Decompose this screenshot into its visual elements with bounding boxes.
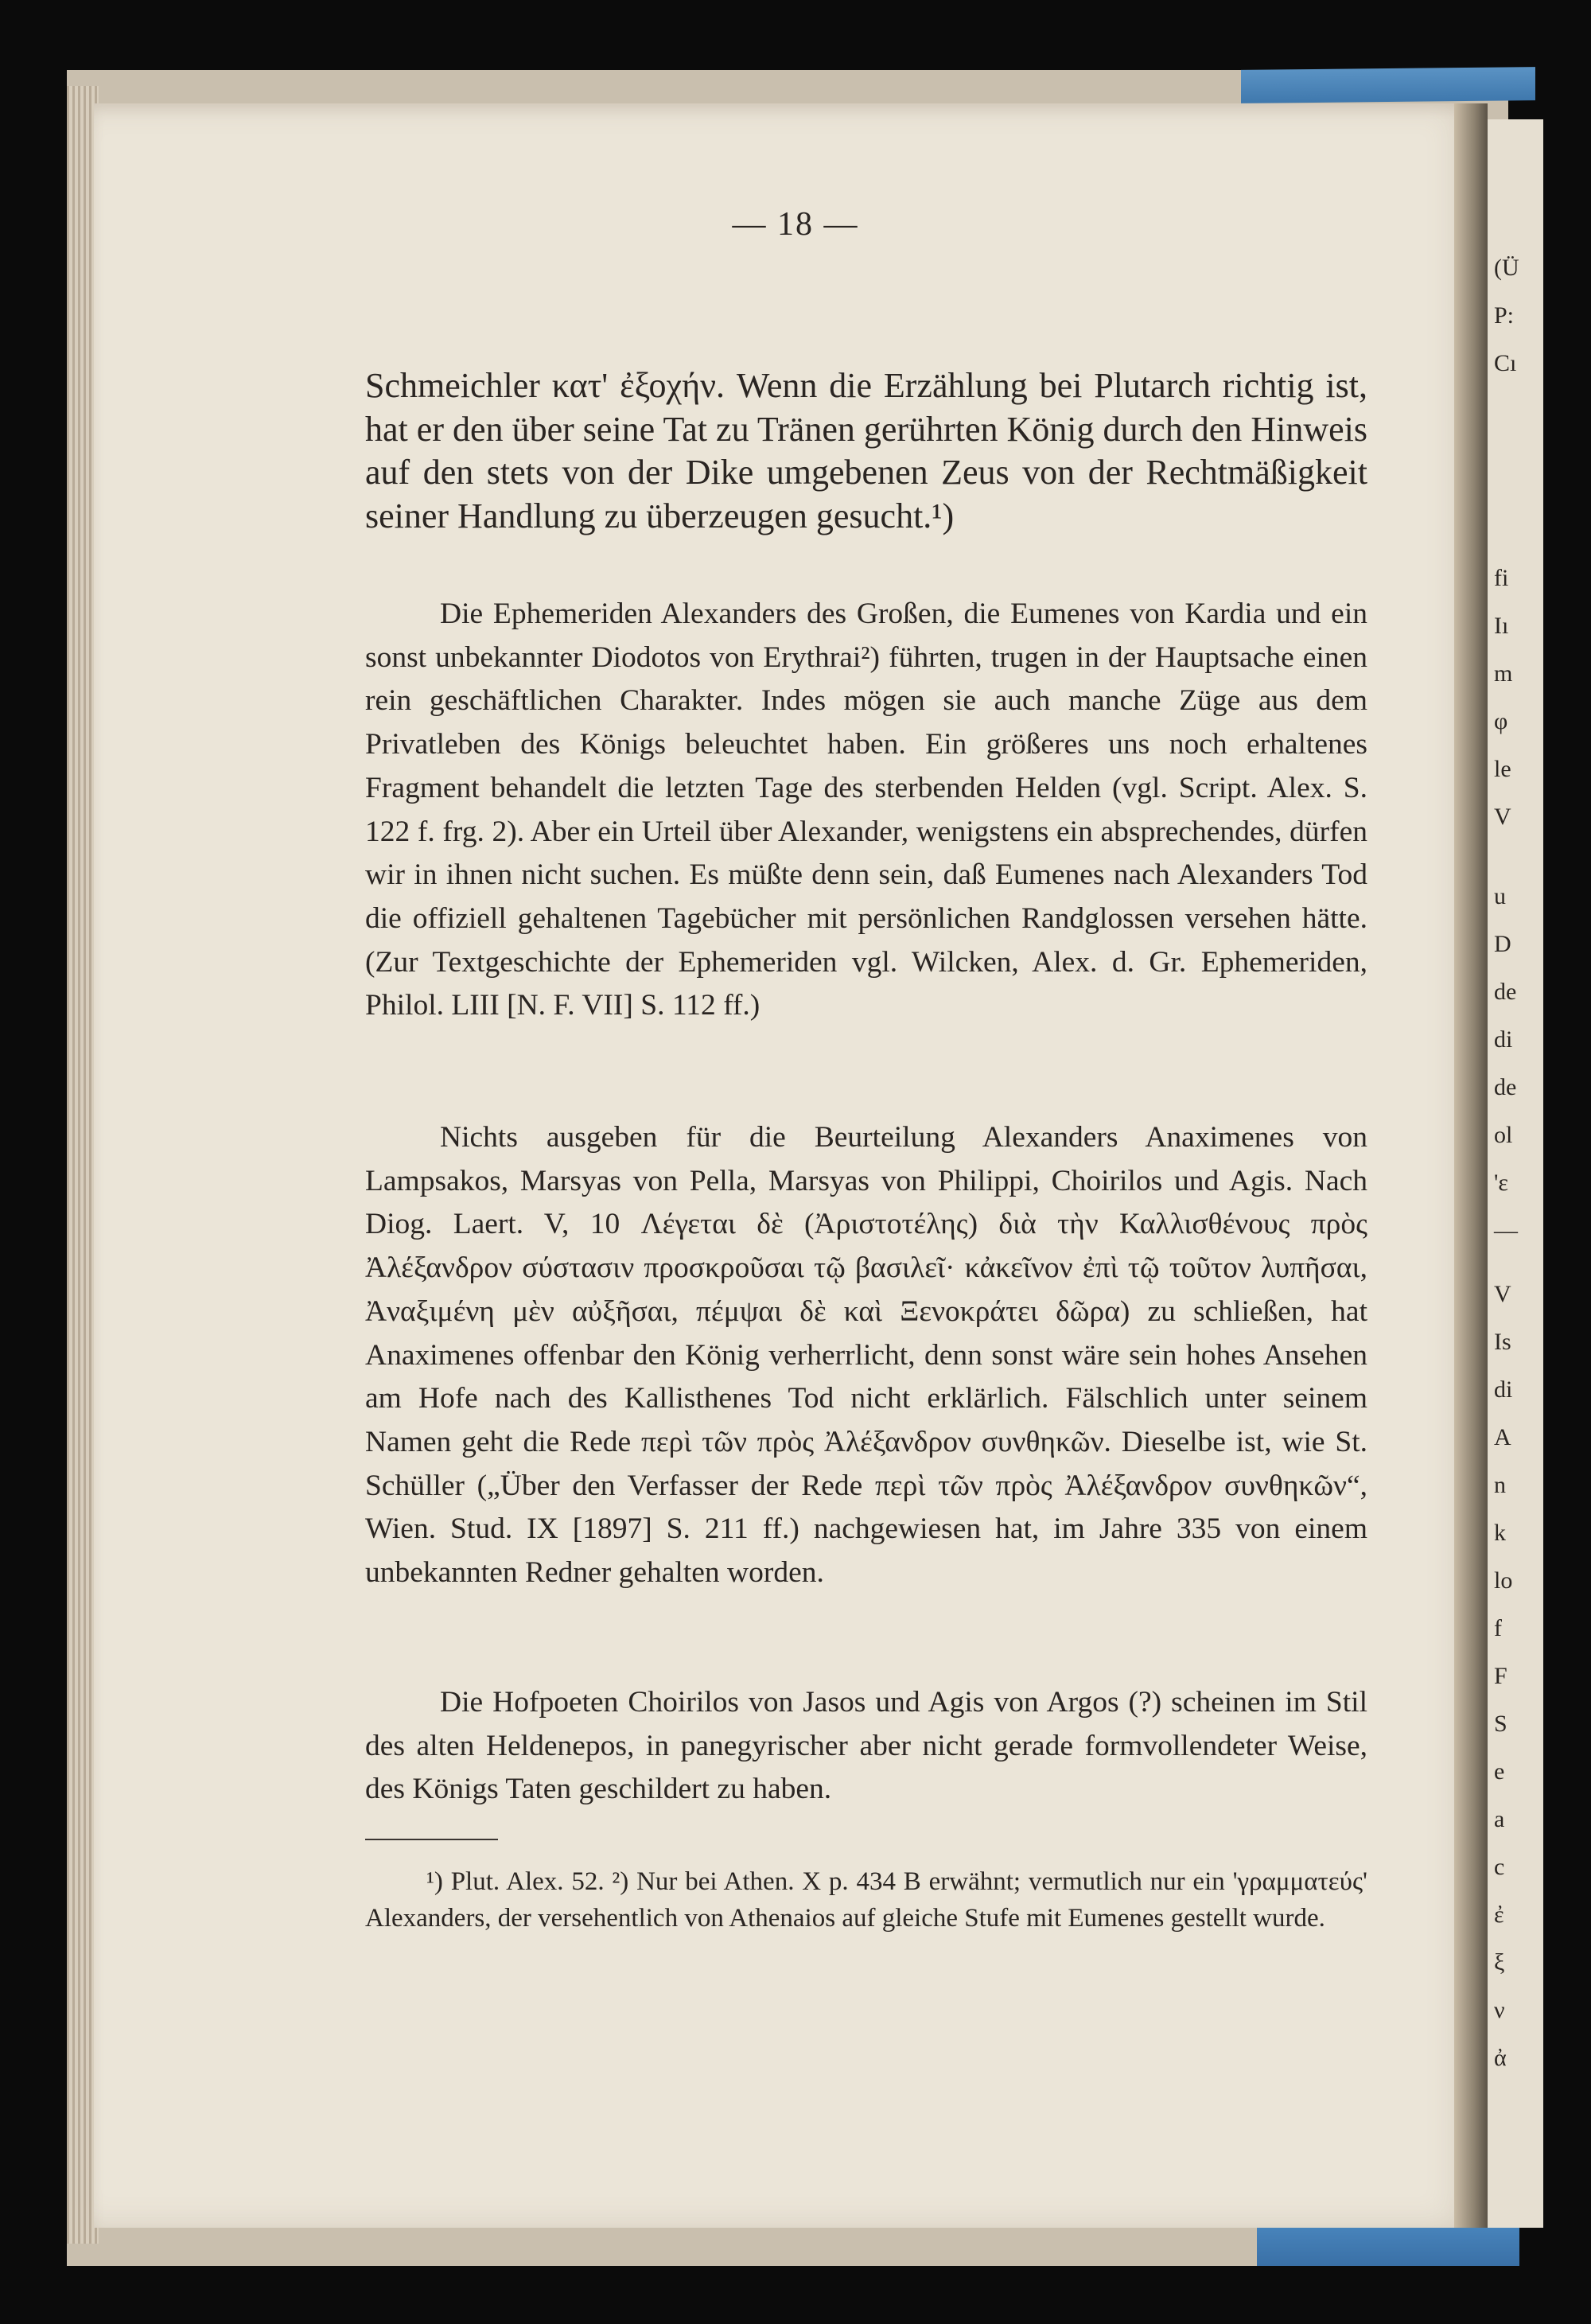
facing-page-fragment: de — [1494, 1074, 1517, 1100]
facing-page-fragment: ἐ — [1494, 1902, 1504, 1928]
facing-page-fragment: lo — [1494, 1567, 1513, 1594]
cover-edge-top — [1241, 67, 1535, 103]
facing-page-fragment: S — [1494, 1711, 1507, 1737]
paragraph-1: Schmeichler κατ' ἐξοχήν. Wenn die Erzählung bei Plutarch richtig ist, hat er den über seine Tat zu Tränen gerührten König durch den Hinweis auf den stets von der Dike umgebenen Zeus von der Rechtmäßigkeit seiner Handlung zu überzeugen gesucht.¹) — [365, 366, 1367, 535]
facing-page-fragment: le — [1494, 756, 1511, 782]
facing-page-fragment: 'ε — [1494, 1170, 1509, 1196]
facing-page-fragment: k — [1494, 1520, 1506, 1546]
facing-page-fragment: de — [1494, 979, 1517, 1005]
facing-page-fragment: c — [1494, 1854, 1505, 1880]
facing-page-fragment: V — [1494, 1281, 1511, 1307]
facing-page-fragment: D — [1494, 931, 1511, 957]
page-number: — 18 — — [732, 206, 859, 243]
facing-page-fragment: m — [1494, 660, 1513, 687]
facing-page-fragment: ἀ — [1494, 2045, 1507, 2071]
facing-page-fragment: fi — [1494, 565, 1509, 591]
facing-page-fragment: ξ — [1494, 1949, 1505, 1976]
facing-page-fragment: a — [1494, 1806, 1505, 1832]
facing-page-fragment: f — [1494, 1615, 1502, 1641]
facing-page-fragment: A — [1494, 1424, 1511, 1450]
facing-page-fragment: n — [1494, 1472, 1506, 1498]
paragraph-2-block — [365, 593, 1367, 1028]
background-edge — [1543, 80, 1591, 2275]
paragraph-4: Die Hofpoeten Choirilos von Jasos und Agis von Argos (?) scheinen im Stil des alten Heldenepos, in panegyrischer aber nicht gerade formvollendeter Weise, des Königs Taten geschildert zu haben. — [365, 1686, 1367, 1806]
facing-page-fragment: Cı — [1494, 350, 1517, 376]
facing-page-fragment: ν — [1494, 1997, 1505, 2023]
facing-page-fragment: V — [1494, 804, 1511, 830]
facing-page-fragment: u — [1494, 883, 1506, 909]
paragraph-4-block — [365, 1681, 1367, 1812]
facing-page-fragment: ol — [1494, 1122, 1513, 1148]
facing-page-fragment: di — [1494, 1026, 1513, 1053]
facing-page-fragment: e — [1494, 1758, 1505, 1785]
facing-page-fragment: Iı — [1494, 613, 1509, 639]
facing-page-fragment: φ — [1494, 708, 1508, 734]
facing-page-fragment: Is — [1494, 1329, 1511, 1355]
paragraph-3: Nichts ausgeben für die Beurteilung Alexanders Anaximenes von Lampsakos, Marsyas von Pella, Marsyas von Philippi, Choirilos und Agis. Nach Diog. Laert. V, 10 Λέγεται δὲ (Ἀριστοτέλης) διὰ τὴν Καλλισθένους πρὸς Ἀλέξανδρον σύστασιν προσκροῦσαι τῷ βασιλεῖ· κἀκεῖνον ἐπὶ τῷ τοῦτον λυπῆσαι, Ἀναξιμένη μὲν αὐξῆσαι, πέμψαι δὲ καὶ Ξενοκράτει δῶρα) zu schließen, hat Anaximenes offenbar den König verherrlicht, denn sonst wäre sein hohes Ansehen am Hofe nach des Kallisthenes Tod nicht erklärlich. Fälschlich unter seinem Namen geht die Rede περὶ τῶν πρὸς Ἀλέξανδρον συνθηκῶν. Dieselbe ist, wie St. Schüller („Über den Verfasser der Rede περὶ τῶν πρὸς Ἀλέξανδρον συνθηκῶν“, Wien. Stud. IX [1897] S. 211 ff.) nachgewiesen hat, im Jahre 335 von einem unbekannten Redner gehalten worden. — [365, 1121, 1367, 1590]
paragraph-1-block — [365, 364, 1367, 538]
footnote-text: ¹) Plut. Alex. 52. ²) Nur bei Athen. X p. 434 B erwähnt; vermutlich nur ein 'γραμματεύς' Alexanders, der versehentlich von Athenaios auf gleiche Stufe mit Eumenes gestellt wurde. — [365, 1867, 1367, 1933]
paragraph-2: Die Ephemeriden Alexanders des Großen, die Eumenes von Kardia und ein sonst unbekannter Diodotos von Erythrai²) führten, trugen in der Hauptsache einen rein geschäftlichen Charakter. Indes mögen sie auch manche Züge aus dem Privatleben des Königs beleuchtet haben. Ein größeres uns noch erhaltenes Fragment behandelt die letzten Tage des sterbenden Helden (vgl. Script. Alex. S. 122 f. frg. 2). Aber ein Urteil über Alexander, wenigstens ein absprechendes, dürfen wir in ihnen nicht suchen. Es müßte denn sein, daß Eumenes nach Alexanders Tod die offiziell gehaltenen Tagebücher mit persönlichen Randglossen versehen hätte. (Zur Textgeschichte der Ephemeriden vgl. Wilcken, Alex. d. Gr. Ephemeriden, Philol. LIII [N. F. VII] S. 112 ff.) — [365, 598, 1367, 1022]
paragraph-3-block — [365, 1116, 1367, 1595]
footnote-rule — [365, 1839, 498, 1840]
facing-page-fragment: di — [1494, 1376, 1513, 1403]
footnotes — [365, 1863, 1367, 1937]
facing-page-fragment: (Ü — [1494, 255, 1519, 281]
facing-page-fragment: F — [1494, 1663, 1507, 1689]
page-gutter — [1454, 103, 1488, 2228]
facing-page-fragment: — — [1494, 1217, 1518, 1244]
facing-page-fragment: P: — [1494, 302, 1515, 329]
facing-page-edge — [1488, 119, 1543, 2228]
